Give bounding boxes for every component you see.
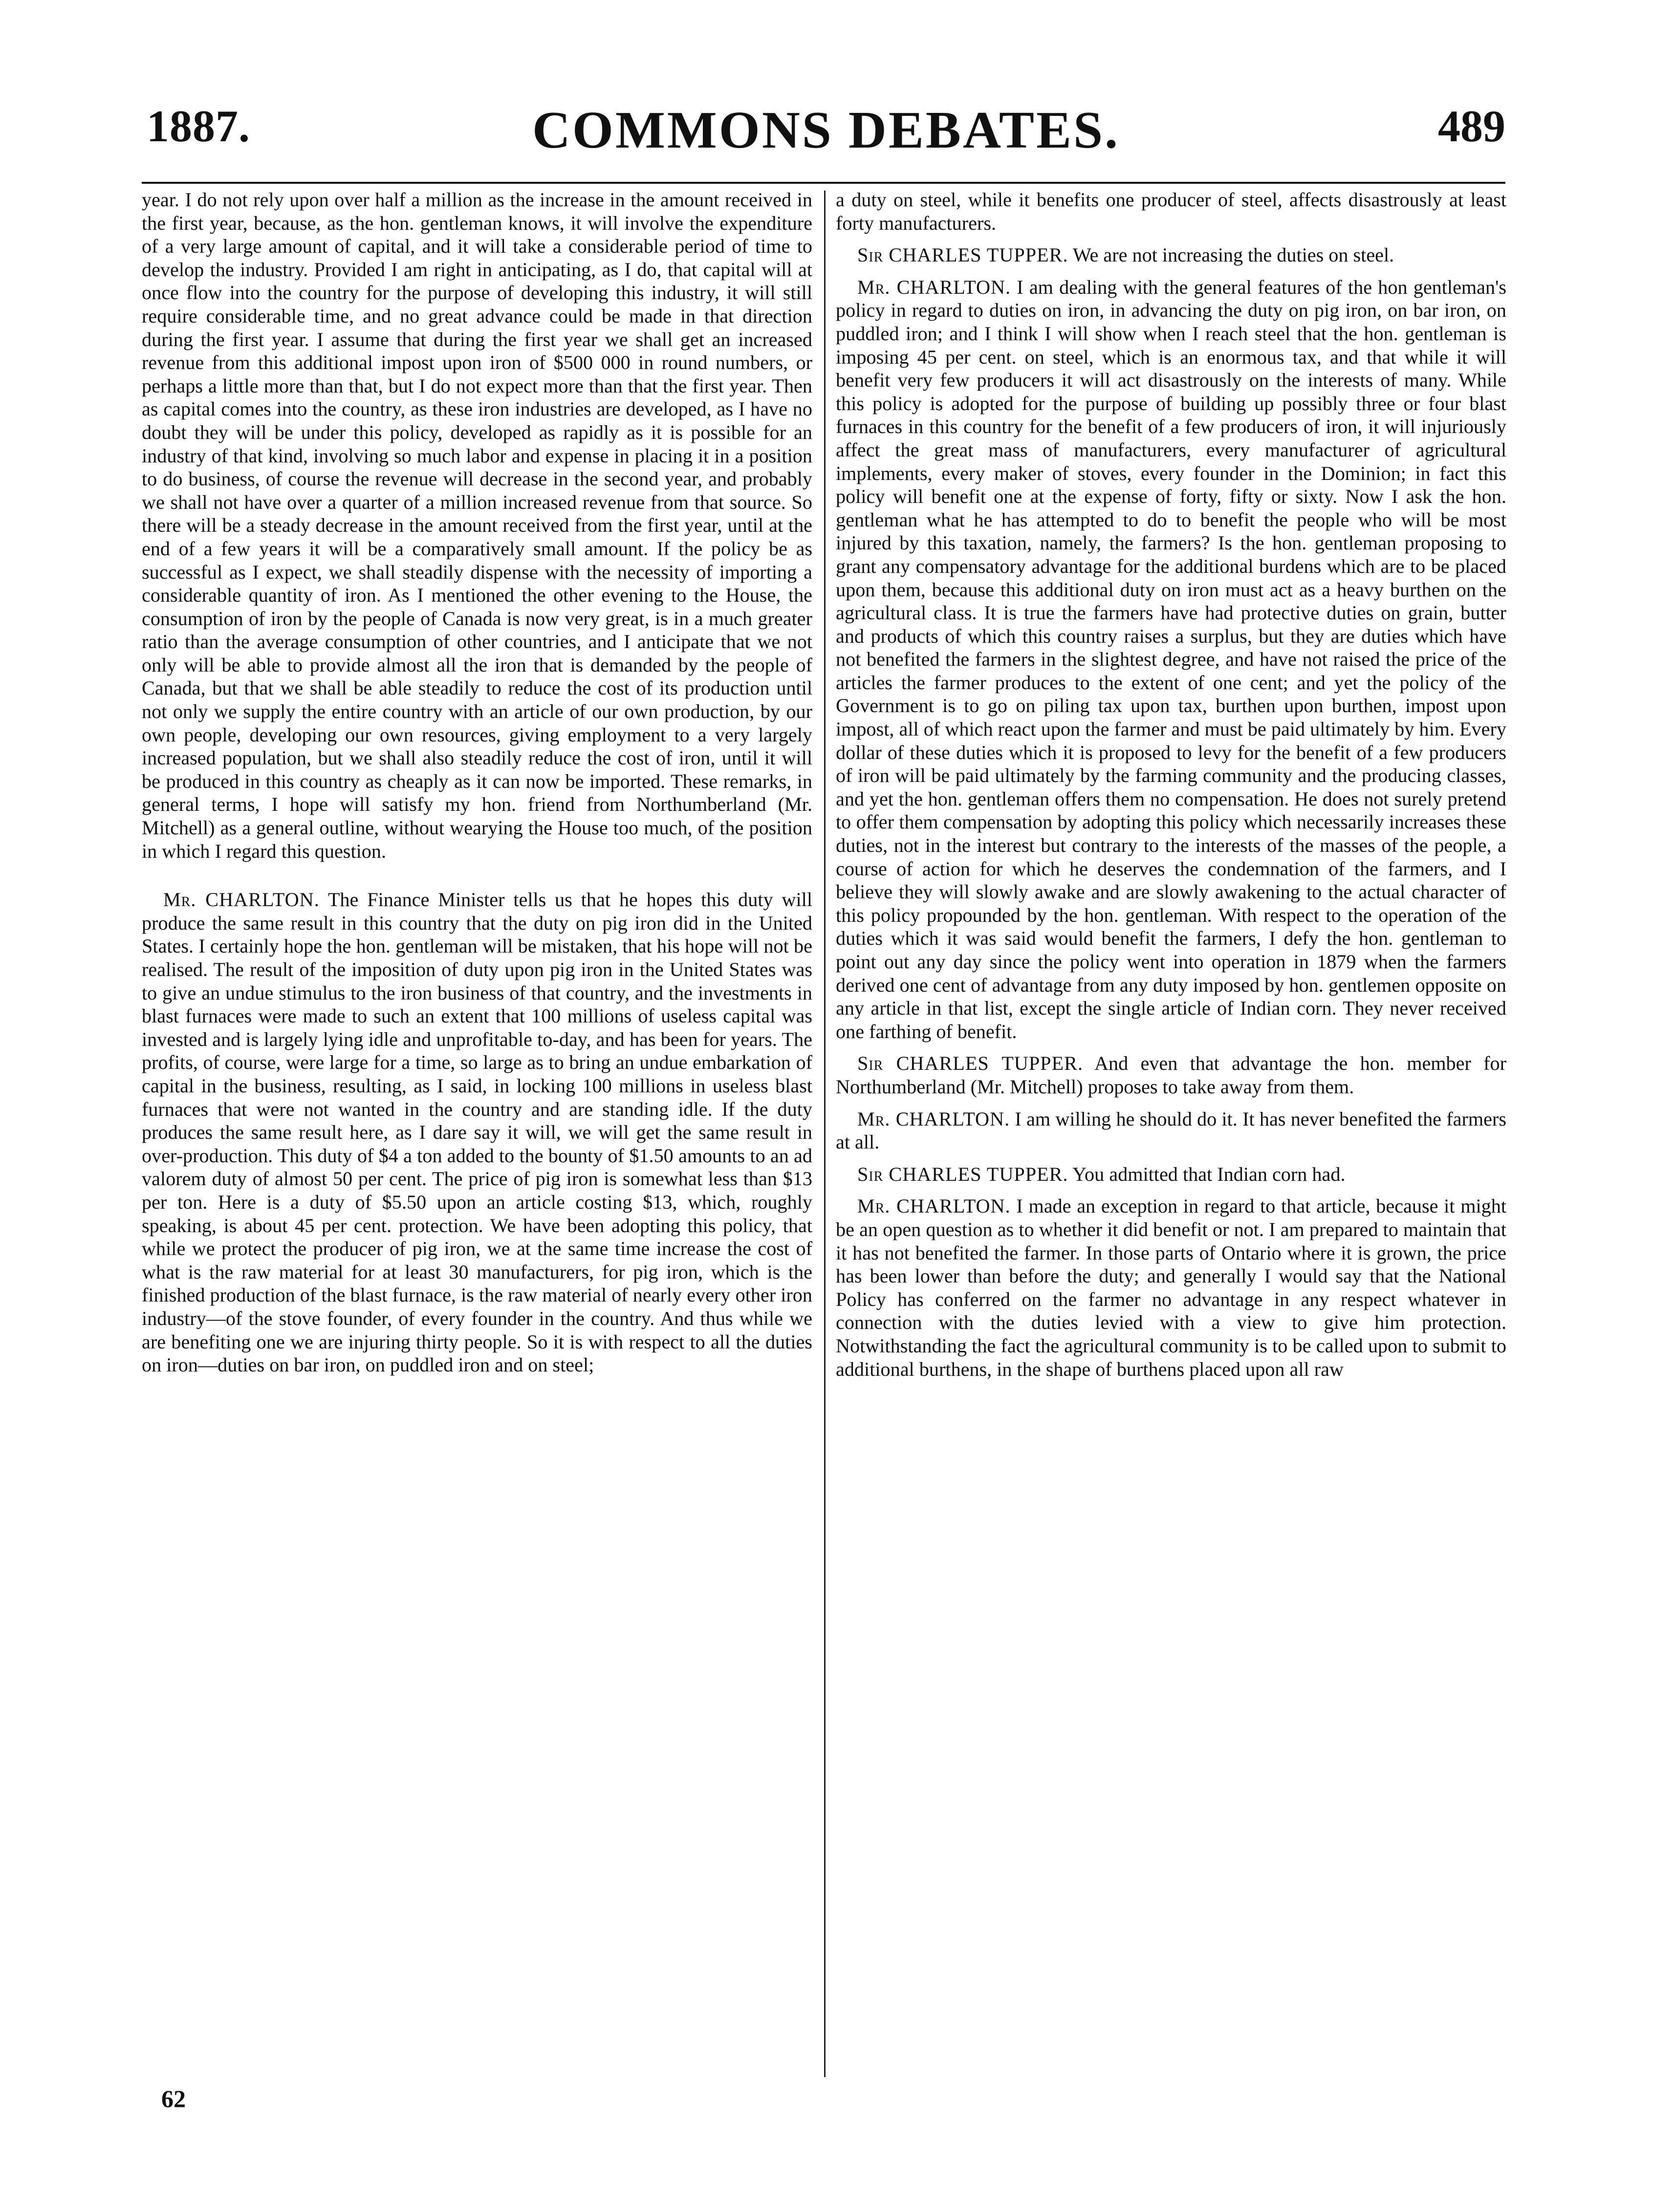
paragraph-text: a duty on steel, while it benefits one producer of steel, affects disastrously at least forty manufacturers. bbox=[836, 189, 1506, 234]
paragraph bbox=[836, 1163, 1506, 1186]
left-column bbox=[142, 188, 812, 1377]
speaker-name: Sir CHARLES TUPPER. bbox=[857, 1052, 1083, 1075]
speaker-name: Mr. CHARLTON. bbox=[857, 1107, 1010, 1130]
paragraph-text: We are not increasing the duties on steel. bbox=[1068, 244, 1394, 266]
paragraph-text: The Finance Minister tells us that he hopes this duty will produce the same result in this country that the duty on pig iron did in the United States. I certainly hope the hon. gentleman will be mistaken, that his hope will not be realised. The result of the imposition of duty upon pig iron in the United States was to give an undue stimulus to the iron business of that country, and the investments in blast furnaces were made to such an extent that 100 millions of useless capital was invested and is largely lying idle and unprofitable to-day, and has been for years. The profits, of course, were large for a time, so large as to bring an undue embarkation of capital in the business, resulting, as I said, in locking 100 millions in useless blast furnaces that were not wanted in the country and are standing idle. If the duty produces the same result here, as I dare say it will, we will get the same result in over-production. This duty of $4 a ton added to the bounty of $1.50 amounts to an ad valorem duty of almost 50 per cent. The price of pig iron is somewhat less than $13 per ton. Here is a duty of $5.50 upon an article costing $13, which, roughly speaking, is about 45 per cent. protection. We have been adopting this policy, that while we protect the producer of pig iron, we at the same time increase the cost of what is the raw material for at least 30 manufacturers, for pig iron, which is the finished production of the blast furnace, is the raw material of nearly every other iron industry—of the stove founder, of every founder in the country. And thus while we are benefiting one we are injuring thirty people. So it is with respect to all the duties on iron—duties on bar iron, on puddled iron and on steel; bbox=[142, 889, 812, 1376]
paragraph-text: I am willing he should do it. It has never benefited the farmers at all. bbox=[836, 1107, 1506, 1153]
paragraph bbox=[836, 188, 1506, 235]
paragraph-text: I made an exception in regard to that article, because it might be an open question as to whether it did benefit or not. I am prepared to maintain that it has not benefited the farmer. In those parts of Ontario where it is grown, the price has been lower than before the duty; and generally I would say that the National Policy has conferred on the farmer no advantage in any respect whatever in connection with the duties levied with a view to give him protection. Notwithstanding the fact the agricultural community is to be called upon to submit to additional burthens, in the shape of burthens placed upon all raw bbox=[836, 1195, 1506, 1380]
speaker-name: Sir CHARLES TUPPER. bbox=[857, 244, 1068, 266]
paragraph bbox=[836, 276, 1506, 1043]
header-page-number: 489 bbox=[1438, 101, 1505, 151]
right-column bbox=[836, 188, 1506, 1381]
page-header bbox=[147, 100, 1505, 173]
paragraph-text: And even that advantage the hon. member for Northumberland (Mr. Mitchell) proposes to take away from them. bbox=[836, 1052, 1506, 1098]
header-title: COMMONS DEBATES. bbox=[532, 101, 1120, 159]
signature-mark: 62 bbox=[161, 2085, 186, 2112]
paragraph bbox=[142, 888, 812, 1376]
speaker-name: Mr. CHARLTON. bbox=[163, 889, 320, 911]
paragraph bbox=[836, 1107, 1506, 1154]
paragraph bbox=[836, 1194, 1506, 1381]
paragraph-text: year. I do not rely upon over half a million as the increase in the amount received in the first year, because, as the hon. gentleman knows, it will involve the expenditure of a very large amount of capital, and it will take a considerable period of time to develop the industry. Provided I am right in anticipating, as I do, that capital will at once flow into the country for the purpose of developing this industry, it will still require considerable time, and no great advance could be made in that direction during the first year. I assume that during the first year we shall get an increased revenue from this additional impost upon iron of $500 000 in round numbers, or perhaps a little more than that, but I do not expect more than that the first year. Then as capital comes into the country, as these iron industries are developed, as I have no doubt they will be under this policy, developed as rapidly as it is possible for an industry of that kind, involving so much labor and expense in placing it in a position to do business, of course the revenue will decrease in the second year, and probably we shall not have over a quarter of a million increased revenue from that source. So there will be a steady decrease in the amount received from the first year, until at the end of a few years it will be a comparatively small amount. If the policy be as successful as I expect, we shall steadily dispense with the necessity of importing a considerable quantity of iron. As I mentioned the other evening to the House, the consumption of iron by the people of Canada is now very great, is in a much greater ratio than the average consumption of other countries, and I anticipate that we not only will be able to provide almost all the iron that is demanded by the people of Canada, but that we shall be able steadily to reduce the cost of its production until not only we supply the entire country with an article of our own production, by our own people, developing our own resources, giving employment to a very largely increased population, but we shall also steadily reduce the cost of iron, until it will be produced in this country as cheaply as it can now be imported. These remarks, in general terms, I hope will satisfy my hon. friend from Northumberland (Mr. Mitchell) as a general outline, without wearying the House too much, of the position in which I regard this question. bbox=[142, 189, 812, 862]
header-year: 1887. bbox=[147, 101, 250, 151]
speaker-name: Sir CHARLES TUPPER. bbox=[857, 1163, 1068, 1185]
paragraph bbox=[142, 188, 812, 863]
paragraph-text: I am dealing with the general features of the hon gentleman's policy in regard to duties on iron, in advancing the duty on pig iron, on bar iron, on puddled iron; and I think I will show when I reach steel that the hon. gentleman is imposing 45 per cent. on steel, which is an enormous tax, and that while it will benefit very few producers it will act disastrously on the interests of many. While this policy is adopted for the purpose of building up possibly three or four blast furnaces in this country for the benefit of a few producers of iron, it will injuriously affect the great mass of manufacturers, every manufacturer of agricultural implements, every maker of stoves, every founder in the Dominion; in fact this policy will benefit one at the expense of forty, fifty or sixty. Now I ask the hon. gentleman what he has attempted to do to benefit the people who will be most injured by this taxation, namely, the farmers? Is the hon. gentleman proposing to grant any compensatory advantage for the additional burdens which are to be placed upon them, because this additional duty on iron must act as a heavy burthen on the agricultural class. It is true the farmers have had protective duties on grain, butter and products of which this country raises a surplus, but they are duties which have not benefited the farmers in the slightest degree, and have not raised the price of the articles the farmer produces to the extent of one cent; and yet the policy of the Government is to go on piling tax upon tax, burthen upon burthen, impost upon impost, all of which react upon the farmer and must be paid ultimately by him. Every dollar of these duties which it is proposed to levy for the benefit of a few producers of iron will be paid ultimately by the farming community and the producing classes, and yet the hon. gentleman offers them no compensation. He does not surely pretend to offer them compensation by adopting this policy which necessarily increases these duties, not in the interest but contrary to the interests of the masses of the people, a course of action for which he deserves the condemnation of the farmers, and I believe they will slowly awake and are slowly awakening to the actual character of this policy propounded by the hon. gentleman. With respect to the operation of the duties which it was said would benefit the farmers, I defy the hon. gentleman to point out any day since the policy went into operation in 1879 when the farmers derived one cent of advantage from any duty imposed by hon. gentlemen opposite on any article in that list, except the single article of Indian corn. They never received one farthing of benefit. bbox=[836, 276, 1506, 1042]
speaker-name: Mr. CHARLTON. bbox=[857, 276, 1011, 298]
column-divider bbox=[824, 191, 826, 2077]
paragraph bbox=[836, 243, 1506, 267]
speaker-name: Mr. CHARLTON. bbox=[857, 1195, 1011, 1217]
paragraph bbox=[836, 1052, 1506, 1098]
header-rule bbox=[142, 182, 1505, 184]
paragraph-text: You admitted that Indian corn had. bbox=[1068, 1163, 1346, 1185]
